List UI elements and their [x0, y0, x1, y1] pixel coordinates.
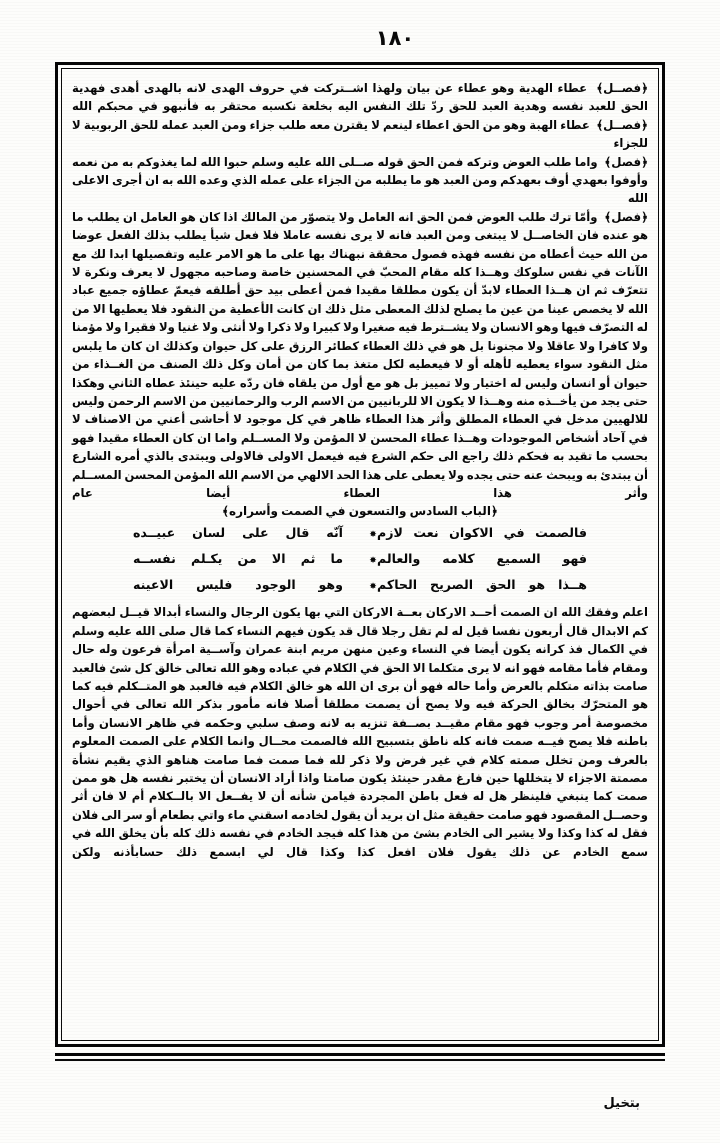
bottom-rule-thin: [55, 1059, 665, 1061]
hemistich-right: آنّه قال على لسان عبيــده: [133, 525, 343, 541]
hemistich-right: وهو الوجود فليس الاعينه: [133, 577, 343, 593]
paragraph-chapter-body: اعلم وفقك الله ان الصمت أحــد الاركان بعــة الاركان التي بها يكون الرجال والنساء أبدالا قيــل لبعضهم كم الابدال قال أربعون نفسا قيل له لم تقل رجلا قال قد يكون فيهم النساء كما قال صلى الله عليه وسلم في الكمال فذ كرانه يكون أيضا في النساء وعين منهن مريم ابنة عمران وآســية امرأة فرعون وله حال ومقام فأما مقامه فهو انه لا يرى متكلما الا الحق في الكلام في عباده وهو الله تعالى خالق كل شئ فالعبد صامت بذاته متكلم بالعرض وأما حاله فهو أن برى ان الله هو خالق الكلام فيه فالعبد هو المتــكلم فيه كما هو المتحرّك بخالق الحركة فيه ولا يصح أن يصمت مطلقا أصلا فانه مأمور بذكر الله تعالى في أحوال مخصوصة أمر وجوب فهو مقام مقيــد بصــفة تنزيه به لانه وصف سلبي وحكمه في ظاهر الانسان وأما باطنه فلا يصح فيــه صمت فانه كله ناطق بتسبيح الله فالصمت محــال وانما الكلام على الصمت المعلوم بالعرف ومن تخلل صمته كلام في غير فرض ولا ذكر لله فما صمت فما صامت هناهو الذي يقيم نشأة مصمتة الاجزاء لا يتخللها حين فارغ مقدر حينئذ يكون صامتا واذا أراد الانسان أن يختبر نفسه هل هو ممن صمت كما ينبغي فلينظر هل له فعل باطن المجردة فيامن شأنه أن لا يفــعل الا بالــكلام أم لا فان أثر وحصــل المقصود فهو صامت حقيقة مثل ان بريد أن يقول لخادمه اسقني ماء واتي بطعام أو سر الى فلان فقل له كذا وكذا ولا يشير الى الخادم بشئ من هذا كله فيجد الخادم في نفسه ذلك كله بأن يخلق الله في سمع الخادم عن ذلك يقول فلان افعل كذا وكذا قال لي ابسمع ذلك حسابأذنه ولكن: [72, 605, 648, 859]
chapter-heading: ﴿الباب السادس والتسعون في الصمت وأسراره﴾: [222, 504, 498, 519]
paragraph-text-4: وأمّا ترك طلب العوض فمن الحق انه العامل ولا يتصوّر من المالك اذا كان هو العامل ان يطلب ما هو عنده فان الخاصــل لا يبتغى ومن العبد فانه لا يرى نفسه عاملا فلا فعل شيأ يطلب بذلك الفعل عوضا من الله حيث أعطاه من نفسه فهذه فصول محققة نبهناك بها على ما هو الامر عليه وتفصيلها ابدا لك مع الآنات في نفس سلوكك وهــذا كله مقام المحبّ في المحسنين خاصة وصاحبه مجهول لا يعرف ونكرة لا تتعرّف ثم ان هــذا العطاء لابدّ أن يكون مطلقا مقيدا فمن أعطى بيد حق أطلقه فيعمّ عطاؤه جميع عباد الله لا يخصص عينا من عين ما يصلح لذلك المعطى مثل ذلك ان كانت الأعطية من النقود فلا يعطيها الا من له التصرّف فيها وهو الانسان ولا يشــترط فيه صغيرا ولا كبيرا ولا ذكرا ولا أنثى ولا غنيا ولا فقيرا ولا مؤمنا ولا كافرا ولا عاقلا ولا مجنونا بل هو في ذلك العطاء كطائر الرزق على كل حيوان وكذلك ان كان ما يلبس مثل النقود سواء يعطيه لأهله أو لا فيعطيه لكل متغذ بما كان من أمان وكل ذلك الصنف من الغــذاء من حيوان أو انسان وليس له اختيار ولا تمييز بل هو مع أول من يلقاه فان ردّه عليه حينئذ عطاه الثاني وهكذا حتى يجد من يأخــذه منه وهــذا لا يكون الا للربانيين من الاسم الرب والرحمانيين من الاسم الرحمن وليس للالهيين مدخل في العطاء المطلق وأثر هذا العطاء ظاهر في كل موجود لا أحاشى أعني من الاصناف لا في آحاد أشخاص الموجودات وهــذا عطاء المحسن لا المؤمن ولا المســلم واما ان كان العطاء مقيدا فهو بحسب ما تقيد به فحكم ذلك راجع الى حكم الشرع فيه فيعمل الاولى فالاولى ويبتدى بالذي أمره الشارع أن يبتدئ به ويبحث عنه حتى يجده ولا يعطى على هذا الحد الالهي من الاسم الله المؤمن المحسن المســلم وأثر هذا العطاء أيضا عام: [72, 209, 648, 500]
fasl-marker-1: ﴿فصــل﴾: [596, 81, 648, 95]
fasl-marker-3: ﴿فصل﴾: [604, 154, 648, 169]
page-border-inner: [61, 68, 659, 1041]
verse-separator-icon: ✸: [369, 556, 377, 567]
hemistich-left: فهو السميع كلامه والعالم: [377, 551, 587, 567]
page-border-frame: [55, 62, 665, 1047]
verse-separator-icon: ✸: [369, 582, 377, 593]
paragraph-fasl-2: [71, 116, 649, 153]
text-column: [71, 79, 649, 1034]
hemistich-right: ما ثم الا من يكـلم نفســه: [133, 551, 343, 567]
bottom-rule: [55, 1053, 665, 1061]
paragraph-text-3: واما طلب العوض وتركه فمن الحق قوله صــلى الله عليه وسلم حبوا الله لما يغذوكم به من نعمه وأوفوا بعهدي أوف بعهدكم ومن العبد هو ما يطلبه من الجزاء على عمله الذي وعده الله به ان أجرى الاعلى الله: [72, 154, 648, 206]
bottom-rule-thick: [55, 1053, 665, 1056]
hemistich-left: فالصمت في الاكوان نعت لازم: [377, 525, 587, 541]
page-number: ١٨٠: [375, 26, 415, 50]
fasl-marker-2: ﴿فصــل﴾: [596, 117, 648, 132]
poem: [71, 521, 649, 599]
hemistich-left: هــذا هو الحق الصريح الحاكم: [377, 577, 587, 593]
paragraph-fasl-1: [71, 79, 649, 116]
paragraph-text-2: عطاء الهبة وهو من الحق اعطاء لينعم لا يقترن معه طلب جزاء ومن العبد عمله للحق الربوبية لا للجزاء: [72, 117, 648, 151]
fasl-marker-4: ﴿فصل﴾: [604, 209, 648, 224]
verse-separator-icon: ✸: [369, 530, 377, 541]
paragraph-fasl-3: [71, 153, 649, 208]
verse-line: [71, 547, 649, 573]
paragraph-text-1: عطاء الهدية وهو عطاء عن بيان ولهذا اشــتركت في حروف الهدى لانه بالهدى أهدى فهدية الحق للعبد نفسه وهدية العبد للحق ردّ تلك النفس اليه بخلعة نكسبه محتقر به فأنبهو في محبكم الله: [72, 81, 648, 114]
verse-line: [71, 521, 649, 547]
catchword: بتخيل: [603, 1096, 640, 1111]
paragraph-fasl-4: [71, 208, 649, 503]
verse-line: [71, 573, 649, 599]
